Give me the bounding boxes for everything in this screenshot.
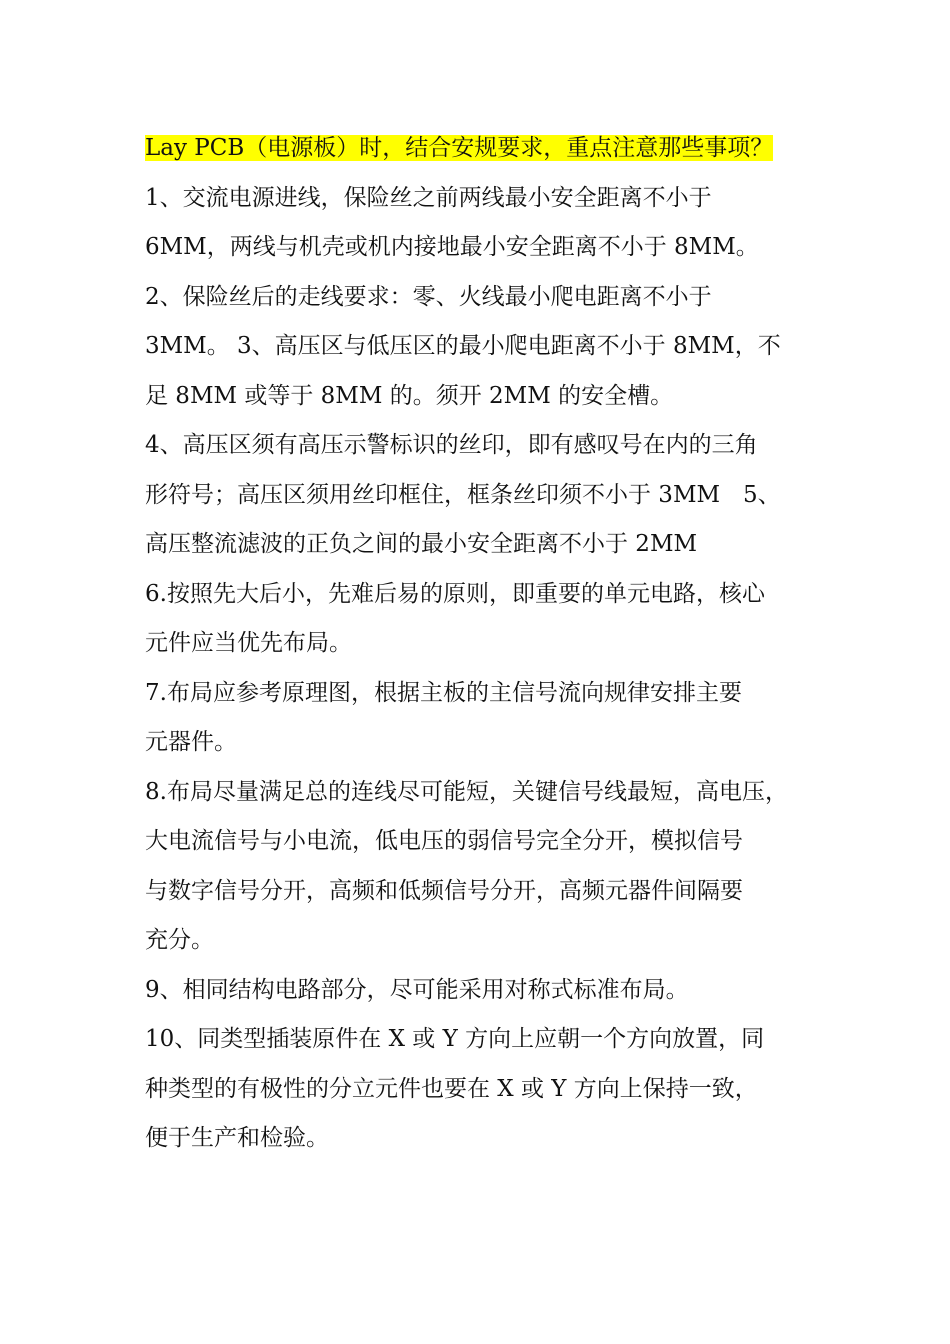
text-line: 大电流信号与小电流，低电压的弱信号完全分开，模拟信号 [145,828,743,854]
document-body [145,124,813,1164]
text-line: 便于生产和检验。 [145,1125,329,1151]
text-line: 2、保险丝后的走线要求：零、火线最小爬电距离不小于 [145,283,712,310]
title-line [145,124,813,174]
text-line: 与数字信号分开，高频和低频信号分开，高频元器件间隔要 [145,877,743,904]
text-line: 7.布局应参考原理图，根据主板的主信号流向规律安排主要 [145,679,742,706]
text-line: 形符号；高压区须用丝印框住，框条丝印须不小于 3MM 5、 [145,481,781,508]
text-line: 3MM。 3、高压区与低压区的最小爬电距离不小于 8MM，不 [145,333,781,359]
text-line: 6MM，两线与机壳或机内接地最小安全距离不小于 8MM。 [145,234,759,260]
text-line: 10、同类型插装原件在 X 或 Y 方向上应朝一个方向放置，同 [145,1026,765,1052]
text-line: 元件应当优先布局。 [145,630,352,656]
text-line: 1、交流电源进线，保险丝之前两线最小安全距离不小于 [145,184,712,211]
text-line: 6.按照先大后小，先难后易的原则，即重要的单元电路，核心 [145,580,765,607]
text-line: 足 8MM 或等于 8MM 的。须开 2MM 的安全槽。 [145,382,674,409]
text-line: 元器件。 [145,729,237,755]
title-highlight: Lay PCB（电源板）时，结合安规要求，重点注意那些事项？ [145,135,774,161]
text-line: 高压整流滤波的正负之间的最小安全距离不小于 2MM [145,531,698,557]
text-line: 4、高压区须有高压示警标识的丝印，即有感叹号在内的三角 [145,432,758,458]
text-line: 9、相同结构电路部分，尽可能采用对称式标准布局。 [145,976,689,1003]
text-line: 8.布局尽量满足总的连线尽可能短，关键信号线最短，高电压， [145,778,788,805]
text-line: 种类型的有极性的分立元件也要在 X 或 Y 方向上保持一致， [145,1075,758,1102]
text-line: 充分。 [145,927,214,953]
